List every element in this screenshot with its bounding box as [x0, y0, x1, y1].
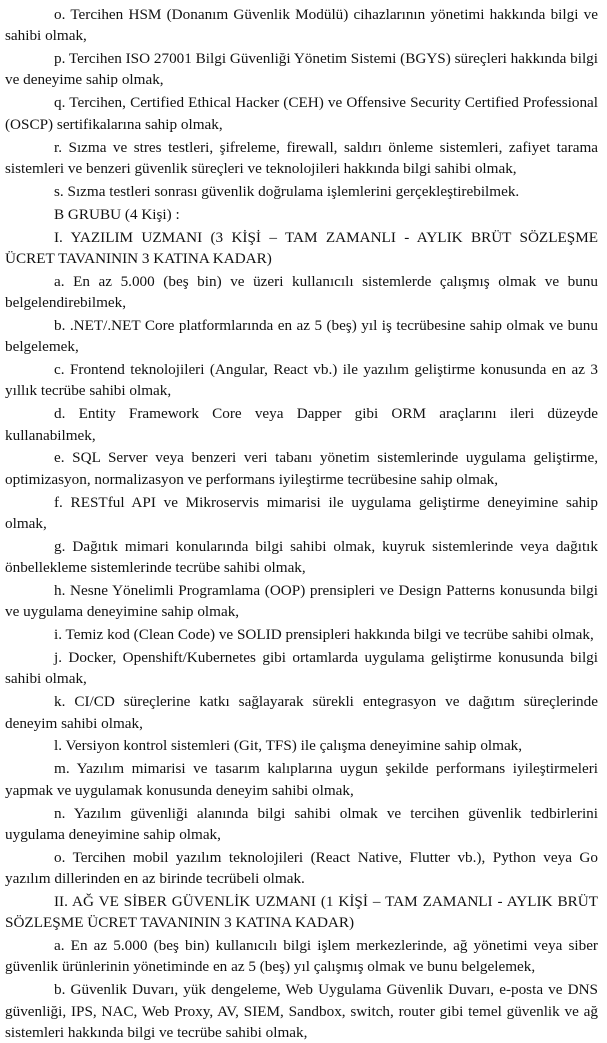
network-requirement-a: a. En az 5.000 (beş bin) kullanıcılı bilgi işlem merkezlerinde, ağ yönetimi veya siber güvenlik ürünlerinin yönetiminde en az 5 (beş) yıl çalışmış olmak ve bunu belgelemek,: [5, 937, 598, 976]
software-requirement-g: g. Dağıtık mimari konularında bilgi sahibi olmak, kuyruk sistemlerinde veya dağıtık önbellekleme sistemlerinde tecrübe sahibi olmak,: [5, 537, 598, 577]
software-requirement-k: k. CI/CD süreçlerine katkı sağlayarak sürekli entegrasyon ve dağıtım süreçlerinde deneyim sahibi olmak,: [5, 693, 598, 732]
network-security-specialist-heading: II. AĞ VE SİBER GÜVENLİK UZMANI (1 KİŞİ – TAM ZAMANLI - AYLIK BRÜT SÖZLEŞME ÜCRET TAVANININ 3 KATINA KADAR): [5, 892, 598, 932]
requirement-item-s: s. Sızma testleri sonrası güvenlik doğrulama işlemlerini gerçekleştirebilmek.: [54, 182, 520, 200]
software-requirement-b: b. .NET/.NET Core platformlarında en az 5 (beş) yıl iş tecrübesine sahip olmak ve bunu belgelemek,: [5, 316, 598, 356]
requirement-item-o: o. Tercihen HSM (Donanım Güvenlik Modülü) cihazlarının yönetimi hakkında bilgi ve sahibi olmak,: [5, 6, 598, 45]
requirement-item-q: q. Tercihen, Certified Ethical Hacker (CEH) ve Offensive Security Certified Professional (OSCP) sertifikalarına sahip olmak,: [5, 94, 598, 133]
software-requirement-m: m. Yazılım mimarisi ve tasarım kalıplarına uygun şekilde performans iyileştirmeleri yapmak ve uygulamak konusunda deneyim sahibi olmak,: [5, 760, 598, 799]
software-specialist-heading: I. YAZILIM UZMANI (3 KİŞİ – TAM ZAMANLI - AYLIK BRÜT SÖZLEŞME ÜCRET TAVANININ 3 KATINA KADAR): [5, 228, 598, 267]
software-requirement-i: i. Temiz kod (Clean Code) ve SOLID prensipleri hakkında bilgi ve tecrübe sahibi olmak,: [54, 626, 594, 644]
software-requirement-a: a. En az 5.000 (beş bin) ve üzeri kullanıcılı sistemlerde çalışmış olmak ve bunu belgelendirebilmek,: [5, 272, 598, 312]
software-requirement-e: e. SQL Server veya benzeri veri tabanı yönetim sistemlerinde uygulama geliştirme, optimizasyon, normalizasyon ve performans iyileştirme tecrübesine sahip olmak,: [5, 449, 598, 488]
software-requirement-d: d. Entity Framework Core veya Dapper gibi ORM araçlarını ileri düzeyde kullanabilmek,: [5, 405, 598, 444]
network-requirement-b: b. Güvenlik Duvarı, yük dengeleme, Web Uygulama Güvenlik Duvarı, e-posta ve DNS güvenliği, IPS, NAC, Web Proxy, AV, SIEM, Sandbox, switch, router gibi temel güvenlik ve ağ sistemleri hakkında bilgi ve tecrübe sahibi olmak,: [5, 981, 598, 1041]
group-b-heading: B GRUBU (4 Kişi) :: [54, 205, 180, 223]
software-requirement-c: c. Frontend teknolojileri (Angular, React vb.) ile yazılım geliştirme konusunda en az 3 yıllık tecrübe sahibi olmak,: [5, 361, 598, 400]
software-requirement-o: o. Tercihen mobil yazılım teknolojileri (React Native, Flutter vb.), Python veya Go yazılım dillerinden en az birinde tecrübeli olmak.: [5, 848, 598, 888]
software-requirement-l: l. Versiyon kontrol sistemleri (Git, TFS) ile çalışma deneyimine sahip olmak,: [54, 737, 523, 755]
software-requirement-j: j. Docker, Openshift/Kubernetes gibi ortamlarda uygulama geliştirme konusunda bilgi sahibi olmak,: [5, 649, 598, 688]
requirement-item-p: p. Tercihen ISO 27001 Bilgi Güvenliği Yönetim Sistemi (BGYS) süreçleri hakkında bilgi ve deneyime sahip olmak,: [5, 50, 598, 89]
software-requirement-h: h. Nesne Yönelimli Programlama (OOP) prensipleri ve Design Patterns konusunda bilgi ve uygulama deneyimine sahip olmak,: [5, 582, 598, 621]
software-requirement-n: n. Yazılım güvenliği alanında bilgi sahibi olmak ve tercihen güvenlik tedbirlerini uygulama deneyimine sahip olmak,: [5, 804, 598, 843]
software-requirement-f: f. RESTful API ve Mikroservis mimarisi ile uygulama geliştirme deneyimine sahip olmak,: [5, 493, 598, 532]
requirement-item-r: r. Sızma ve stres testleri, şifreleme, firewall, saldırı önleme sistemleri, zafiyet tarama sistemleri ve benzeri güvenlik süreçleri ve teknolojileri hakkında bilgi sahibi olmak,: [5, 138, 598, 177]
